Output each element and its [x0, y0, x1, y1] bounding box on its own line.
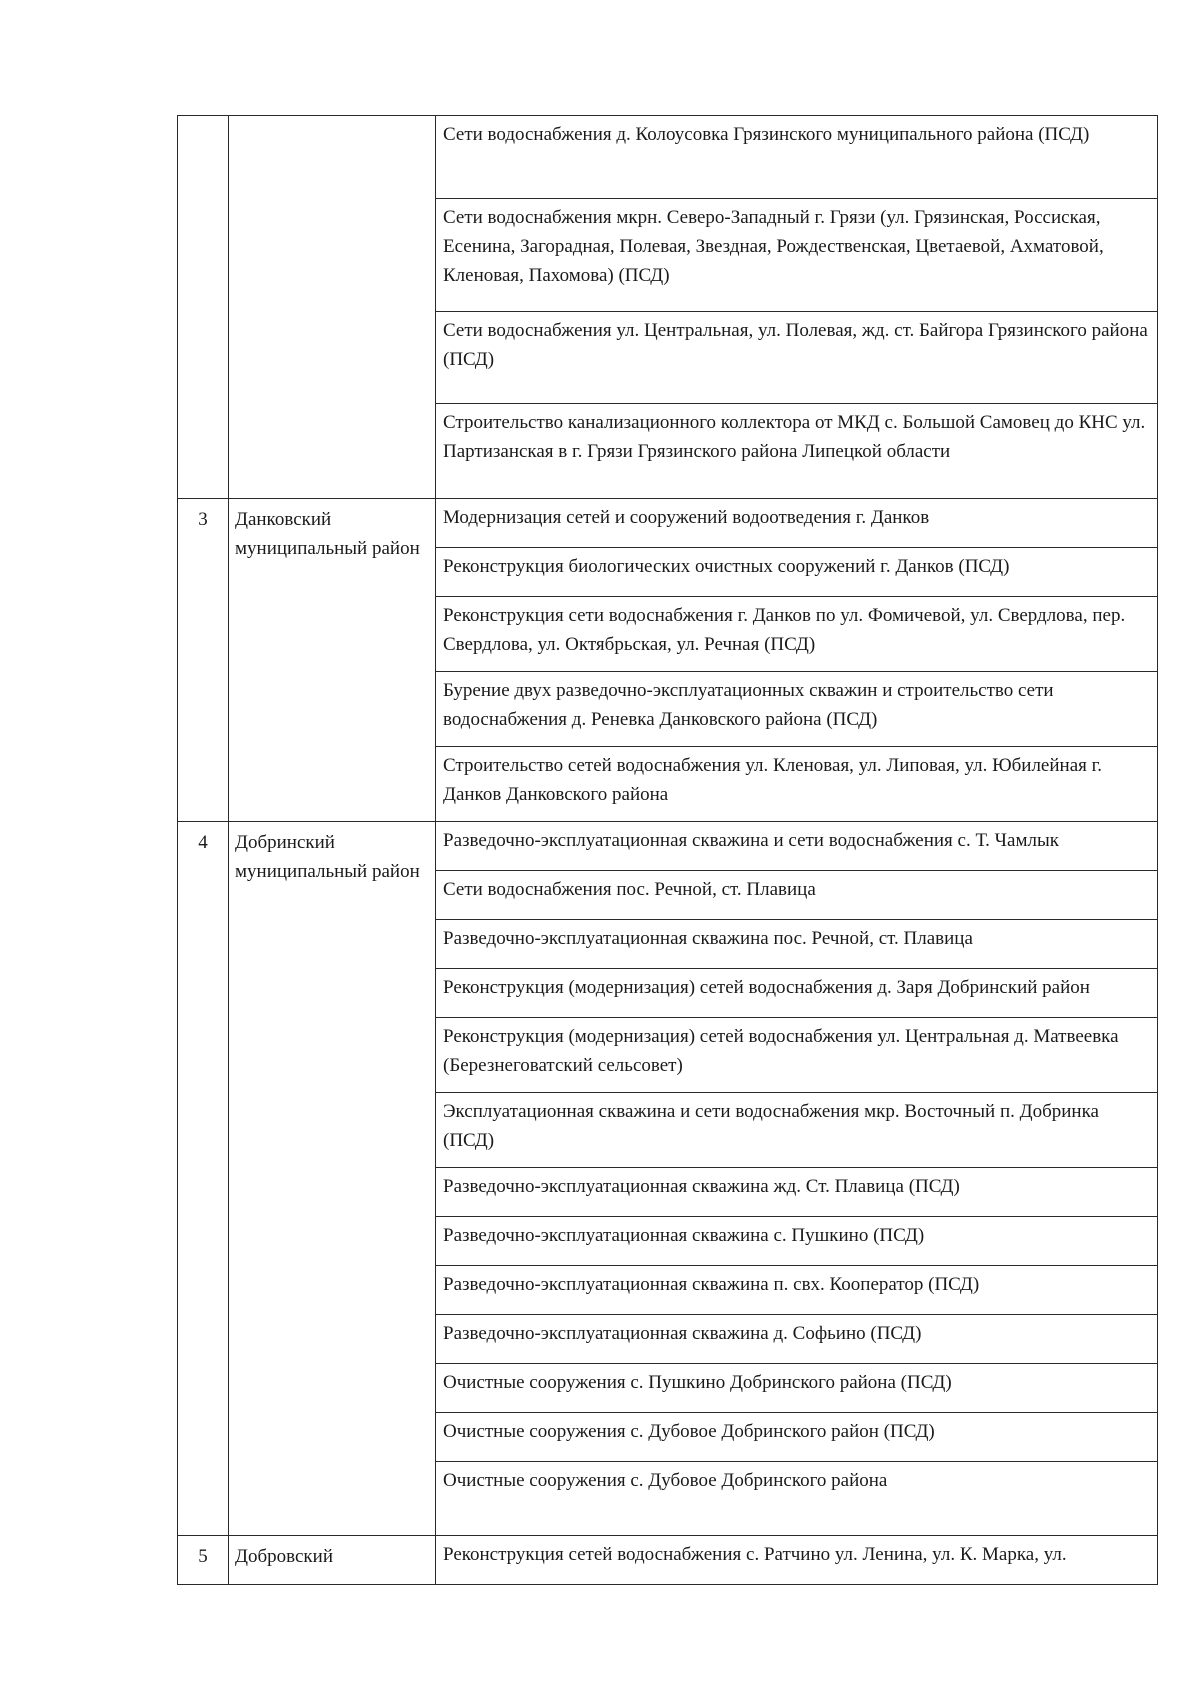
project-cell — [436, 920, 1158, 969]
project-cell — [436, 1364, 1158, 1413]
project-cell — [436, 822, 1158, 871]
project-text: Разведочно-эксплуатационная скважина пос. Речной, ст. Плавица — [443, 928, 973, 949]
project-cell — [436, 548, 1158, 597]
row-number-cell: 5 — [178, 1536, 229, 1585]
project-text: Реконструкция сети водоснабжения г. Данков по ул. Фомичевой, ул. Свердлова, пер. Свердлова, ул. Октябрьская, ул. Речная (ПСД) — [443, 605, 1126, 655]
project-text: Эксплуатационная скважина и сети водоснабжения мкр. Восточный п. Добринка (ПСД) — [443, 1101, 1099, 1151]
table-row — [178, 116, 1158, 199]
project-text: Строительство канализационного коллектора от МКД с. Большой Самовец до КНС ул. Партизанская в г. Грязи Грязинского района Липецкой области — [443, 412, 1146, 462]
project-text: Сети водоснабжения ул. Центральная, ул. Полевая, жд. ст. Байгора Грязинского района (ПСД) — [443, 320, 1148, 370]
project-text: Разведочно-эксплуатационная скважина п. свх. Кооператор (ПСД) — [443, 1274, 980, 1295]
project-cell — [436, 1462, 1158, 1536]
project-text: Реконструкция сетей водоснабжения с. Ратчино ул. Ленина, ул. К. Марка, ул. — [443, 1544, 1067, 1565]
table-row — [178, 1536, 1158, 1585]
project-cell — [436, 1266, 1158, 1315]
row-number-cell: 4 — [178, 822, 229, 1536]
projects-table — [177, 115, 1158, 1585]
project-text: Разведочно-эксплуатационная скважина д. Софьино (ПСД) — [443, 1323, 922, 1344]
project-cell — [436, 1536, 1158, 1585]
district-cell: Добровский — [229, 1536, 436, 1585]
project-cell — [436, 404, 1158, 499]
table-row — [178, 499, 1158, 548]
project-text: Очистные сооружения с. Дубовое Добринского района — [443, 1470, 888, 1491]
project-cell — [436, 597, 1158, 672]
project-cell — [436, 312, 1158, 404]
district-cell: Данковский муниципальный район — [229, 499, 436, 822]
project-text: Реконструкция (модернизация) сетей водоснабжения д. Заря Добринский район — [443, 977, 1090, 998]
project-text: Строительство сетей водоснабжения ул. Кленовая, ул. Липовая, ул. Юбилейная г. Данков Данковского района — [443, 755, 1103, 805]
project-cell — [436, 199, 1158, 312]
district-cell — [229, 116, 436, 499]
project-text: Сети водоснабжения пос. Речной, ст. Плавица — [443, 879, 816, 900]
project-cell — [436, 1093, 1158, 1168]
project-cell — [436, 1217, 1158, 1266]
project-text: Бурение двух разведочно-эксплуатационных скважин и строительство сети водоснабжения д. Реневка Данковского района (ПСД) — [443, 680, 1054, 730]
project-text: Модернизация сетей и сооружений водоотведения г. Данков — [443, 507, 930, 528]
project-cell — [436, 1315, 1158, 1364]
row-number-cell: 3 — [178, 499, 229, 822]
table-row — [178, 822, 1158, 871]
project-text: Сети водоснабжения мкрн. Северо-Западный г. Грязи (ул. Грязинская, Россиская, Есенина, Загорадная, Полевая, Звездная, Рождественская, Цветаевой, Ахматовой, Кленовая, Пахомова) (ПСД) — [443, 207, 1104, 286]
project-text: Очистные сооружения с. Дубовое Добринского район (ПСД) — [443, 1421, 935, 1442]
project-cell — [436, 499, 1158, 548]
project-cell — [436, 969, 1158, 1018]
project-text: Разведочно-эксплуатационная скважина с. Пушкино (ПСД) — [443, 1225, 925, 1246]
project-text: Очистные сооружения с. Пушкино Добринского района (ПСД) — [443, 1372, 952, 1393]
project-cell — [436, 1018, 1158, 1093]
project-text: Реконструкция биологических очистных сооружений г. Данков (ПСД) — [443, 556, 1010, 577]
project-cell — [436, 747, 1158, 822]
project-text: Разведочно-эксплуатационная скважина жд. Ст. Плавица (ПСД) — [443, 1176, 960, 1197]
project-cell — [436, 116, 1158, 199]
project-text: Реконструкция (модернизация) сетей водоснабжения ул. Центральная д. Матвеевка (Березнеговатский сельсовет) — [443, 1026, 1119, 1076]
row-number-cell — [178, 116, 229, 499]
project-cell — [436, 1168, 1158, 1217]
project-text: Разведочно-эксплуатационная скважина и сети водоснабжения с. Т. Чамлык — [443, 830, 1059, 851]
project-text: Сети водоснабжения д. Колоусовка Грязинского муниципального района (ПСД) — [443, 124, 1090, 145]
project-cell — [436, 1413, 1158, 1462]
project-cell — [436, 871, 1158, 920]
project-cell — [436, 672, 1158, 747]
district-cell: Добринский муниципальный район — [229, 822, 436, 1536]
